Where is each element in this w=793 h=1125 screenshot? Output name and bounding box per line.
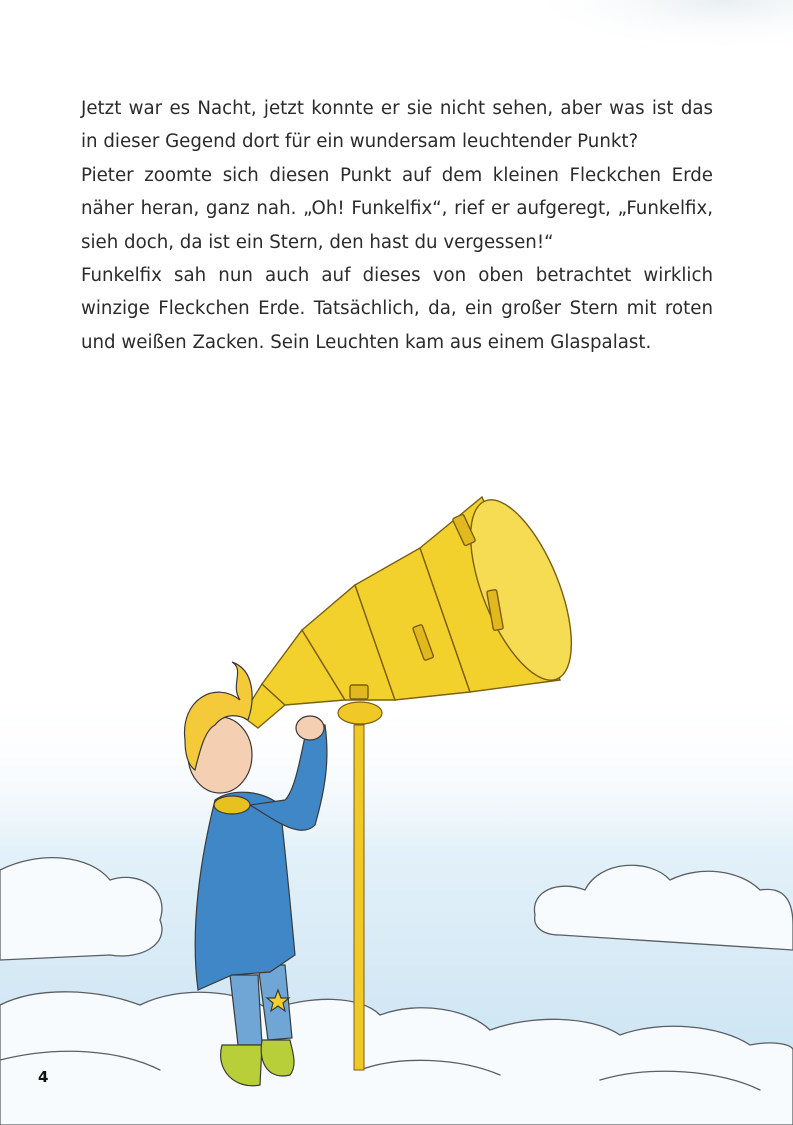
page-number: 4 bbox=[38, 1068, 49, 1086]
paragraph-1: Jetzt war es Nacht, jetzt konnte er sie nicht sehen, aber was ist das in dieser Gegend dort für ein wundersam leuchtender Punkt? bbox=[81, 98, 713, 153]
paragraph-3: Funkelfix sah nun auch auf dieses von oben betrachtet wirklich winzige Fleckchen Erde. Tatsächlich, da, ein großer Stern mit roten und weißen Zacken. Sein Leuchten kam aus einem Glaspalast. bbox=[81, 265, 713, 353]
top-cloud bbox=[450, 0, 793, 90]
paragraph-2: Pieter zoomte sich diesen Punkt auf dem kleinen Fleckchen Erde näher heran, ganz nah. „Oh! Funkelfix“, rief er aufgeregt, „Funkelfix, sieh doch, da ist ein Stern, den hast du vergessen!“ bbox=[81, 164, 713, 253]
telescope bbox=[242, 487, 592, 728]
